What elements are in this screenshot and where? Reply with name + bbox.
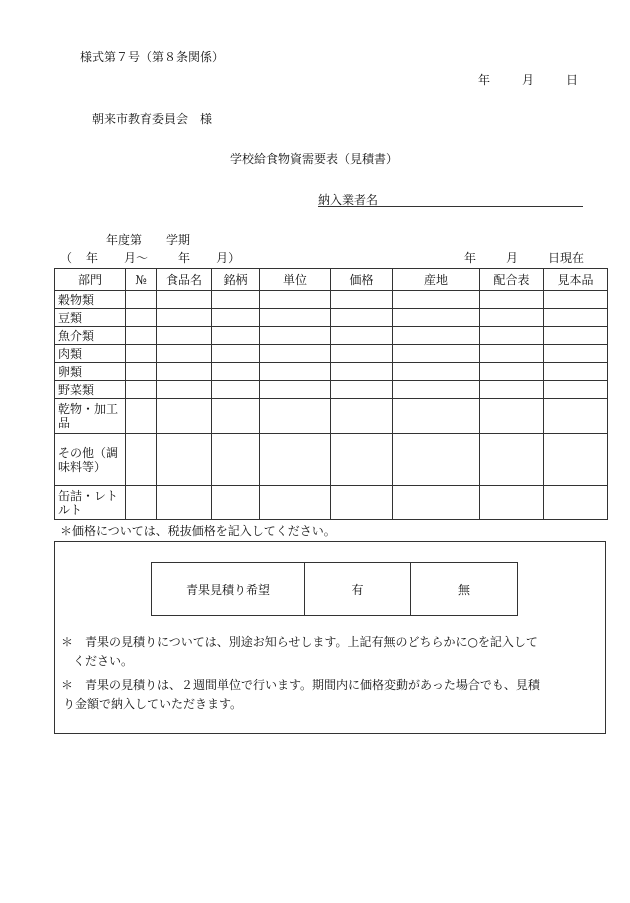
- table-row: [55, 381, 608, 399]
- table-row: [55, 345, 608, 363]
- cell[interactable]: [157, 486, 212, 520]
- cell[interactable]: [126, 345, 157, 363]
- cell[interactable]: [480, 486, 544, 520]
- cell[interactable]: [393, 486, 480, 520]
- cell[interactable]: [480, 381, 544, 399]
- column-header-origin: 産地: [393, 269, 480, 291]
- cell[interactable]: [212, 363, 260, 381]
- produce-note-2: [61, 676, 591, 714]
- note-text-continued: り金額で納入していただきます。: [63, 697, 243, 711]
- column-header-mix-table: 配合表: [480, 269, 544, 291]
- cell[interactable]: [126, 399, 157, 434]
- cell[interactable]: [393, 434, 480, 486]
- cell[interactable]: [544, 291, 608, 309]
- cell[interactable]: [480, 399, 544, 434]
- school-term: [106, 233, 190, 247]
- row-category: 卵類: [55, 363, 126, 381]
- column-header-sample: 見本品: [544, 269, 608, 291]
- row-category: 肉類: [55, 345, 126, 363]
- date-day-label: 日: [566, 73, 579, 87]
- cell[interactable]: [480, 291, 544, 309]
- cell[interactable]: [157, 399, 212, 434]
- cell[interactable]: [544, 486, 608, 520]
- cell[interactable]: [126, 381, 157, 399]
- as-of-day: 日現在: [548, 251, 585, 265]
- cell[interactable]: [260, 434, 331, 486]
- cell[interactable]: [212, 291, 260, 309]
- cell[interactable]: [260, 291, 331, 309]
- cell[interactable]: [212, 309, 260, 327]
- row-category: その他（調味料等）: [55, 434, 126, 486]
- table-row: [55, 291, 608, 309]
- date-year-label: 年: [478, 73, 491, 87]
- table-row: [55, 486, 608, 520]
- cell[interactable]: [331, 434, 393, 486]
- produce-quote-choice: [151, 562, 518, 616]
- note-asterisk: ＊: [61, 635, 74, 649]
- cell[interactable]: [544, 434, 608, 486]
- cell[interactable]: [157, 434, 212, 486]
- note-asterisk: ＊: [61, 678, 74, 692]
- cell[interactable]: [260, 327, 331, 345]
- produce-quote-label: 青果見積り希望: [152, 563, 305, 616]
- cell[interactable]: [393, 327, 480, 345]
- period-month-end: 月）: [216, 251, 241, 265]
- cell[interactable]: [480, 309, 544, 327]
- date-month-label: 月: [522, 73, 535, 87]
- cell[interactable]: [260, 309, 331, 327]
- cell[interactable]: [157, 345, 212, 363]
- cell[interactable]: [331, 381, 393, 399]
- table-row: [55, 327, 608, 345]
- cell[interactable]: [544, 399, 608, 434]
- cell[interactable]: [480, 345, 544, 363]
- cell[interactable]: [544, 345, 608, 363]
- cell[interactable]: [480, 434, 544, 486]
- produce-quote-yes[interactable]: 有: [305, 563, 411, 616]
- cell[interactable]: [212, 345, 260, 363]
- cell[interactable]: [157, 381, 212, 399]
- row-category: 穀物類: [55, 291, 126, 309]
- row-category: 魚介類: [55, 327, 126, 345]
- requirements-table: [54, 268, 608, 520]
- cell[interactable]: [157, 291, 212, 309]
- addressee: 朝来市教育委員会 様: [92, 112, 213, 126]
- cell[interactable]: [126, 363, 157, 381]
- cell[interactable]: [480, 327, 544, 345]
- period-year-start: 年: [86, 251, 99, 265]
- cell[interactable]: [126, 327, 157, 345]
- cell[interactable]: [331, 363, 393, 381]
- row-category: 豆類: [55, 309, 126, 327]
- price-note: ＊価格については、税抜価格を記入してください。: [60, 524, 336, 538]
- as-of-year: 年: [464, 251, 477, 265]
- cell[interactable]: [126, 486, 157, 520]
- cell[interactable]: [157, 327, 212, 345]
- cell[interactable]: [212, 327, 260, 345]
- cell[interactable]: [544, 363, 608, 381]
- table-row: [55, 399, 608, 434]
- column-header-brand: 銘柄: [212, 269, 260, 291]
- cell[interactable]: [212, 381, 260, 399]
- table-row: [55, 434, 608, 486]
- cell[interactable]: [331, 486, 393, 520]
- date-line: [478, 73, 578, 87]
- cell[interactable]: [544, 327, 608, 345]
- row-category: 缶詰・レトルト: [55, 486, 126, 520]
- term-label: 学期: [166, 233, 191, 247]
- as-of-month: 月: [506, 251, 519, 265]
- period-month-start: 月～: [124, 251, 149, 265]
- supplier-name-field[interactable]: [318, 206, 583, 207]
- produce-note-1: [61, 633, 591, 671]
- cell[interactable]: [393, 309, 480, 327]
- cell[interactable]: [126, 291, 157, 309]
- period-open-paren: （: [60, 251, 73, 265]
- period-year-end: 年: [178, 251, 191, 265]
- column-header-category: 部門: [55, 269, 126, 291]
- cell[interactable]: [393, 381, 480, 399]
- cell[interactable]: [331, 327, 393, 345]
- period-range: [60, 251, 240, 265]
- table-header-row: [55, 269, 608, 291]
- cell[interactable]: [331, 345, 393, 363]
- column-header-number: №: [126, 269, 157, 291]
- note-text-continued: ください。: [73, 654, 134, 668]
- table-row: [55, 363, 608, 381]
- cell[interactable]: [393, 399, 480, 434]
- cell[interactable]: [260, 486, 331, 520]
- cell[interactable]: [393, 345, 480, 363]
- cell[interactable]: [331, 309, 393, 327]
- produce-quote-box: [54, 541, 606, 734]
- note-text: 青果の見積りは、２週間単位で行います。期間内に価格変動があった場合でも、見積: [85, 678, 540, 692]
- table-row: [55, 309, 608, 327]
- fiscal-year-label: 年度第: [106, 233, 143, 247]
- row-category: 野菜類: [55, 381, 126, 399]
- as-of-date: [464, 251, 584, 265]
- column-header-unit: 単位: [260, 269, 331, 291]
- form-number: 様式第７号（第８条関係）: [80, 50, 225, 64]
- cell[interactable]: [544, 309, 608, 327]
- row-category: 乾物・加工品: [55, 399, 126, 434]
- column-header-food-name: 食品名: [157, 269, 212, 291]
- cell[interactable]: [480, 363, 544, 381]
- column-header-price: 価格: [331, 269, 393, 291]
- cell[interactable]: [212, 434, 260, 486]
- cell[interactable]: [157, 363, 212, 381]
- cell[interactable]: [212, 399, 260, 434]
- cell[interactable]: [260, 345, 331, 363]
- produce-quote-no[interactable]: 無: [411, 563, 518, 616]
- document-title: 学校給食物資需要表（見積書）: [230, 152, 399, 166]
- cell[interactable]: [260, 363, 331, 381]
- cell[interactable]: [157, 309, 212, 327]
- note-text: 青果の見積りについては、別途お知らせします。上記有無のどちらかに○を記入して: [85, 635, 538, 649]
- cell[interactable]: [393, 363, 480, 381]
- cell[interactable]: [126, 309, 157, 327]
- cell[interactable]: [331, 291, 393, 309]
- cell[interactable]: [212, 486, 260, 520]
- cell[interactable]: [260, 381, 331, 399]
- cell[interactable]: [126, 434, 157, 486]
- cell[interactable]: [260, 399, 331, 434]
- supplier-name-label: 納入業者名: [318, 193, 379, 207]
- supplier-name-line: [318, 193, 378, 207]
- cell[interactable]: [544, 381, 608, 399]
- cell[interactable]: [393, 291, 480, 309]
- cell[interactable]: [331, 399, 393, 434]
